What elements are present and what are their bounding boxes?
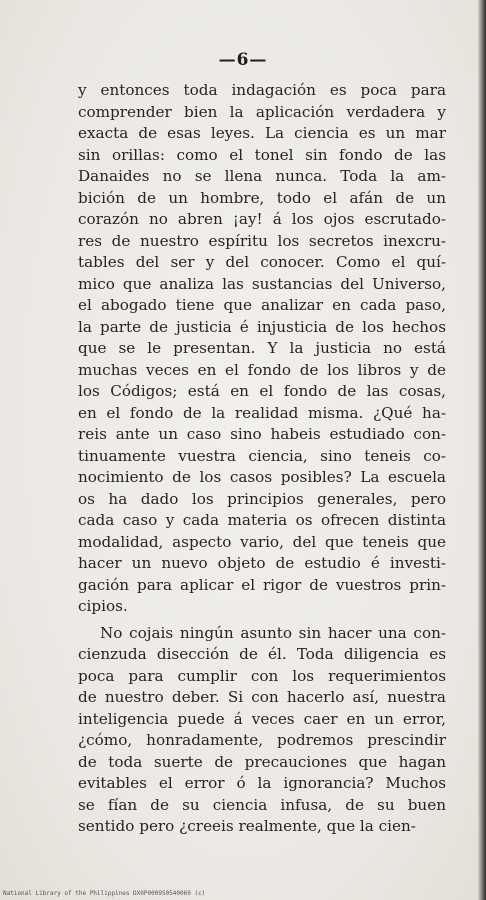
text-line: que se le presentan. Y la justicia no está <box>78 339 446 357</box>
text-line: sentido pero ¿creeis realmente, que la cien- <box>78 817 416 835</box>
text-line: el abogado tiene que analizar en cada paso, <box>78 296 446 314</box>
text-line: hacer un nuevo objeto de estudio é investi- <box>78 554 446 572</box>
text-line: evitables el error ó la ignorancia? Muchos <box>78 774 446 792</box>
text-line: mico que analiza las sustancias del Universo, <box>78 274 446 293</box>
text-line: tables del ser y del conocer. Como el quí- <box>78 253 446 271</box>
text-line: comprender bien la aplicación verdadera y <box>78 102 446 121</box>
text-line: bición de un hombre, todo el afán de un <box>78 188 446 207</box>
text-line: cienzuda disección de él. Toda diligencia es <box>78 645 446 663</box>
text-line: nocimiento de los casos posibles? La escuela <box>78 468 446 486</box>
text-line: de toda suerte de precauciones que hagan <box>78 752 446 771</box>
page-number: —6— <box>218 50 268 70</box>
text-line: No cojais ningún asunto sin hacer una con- <box>100 623 446 642</box>
text-line: poca para cumplir con los requerimientos <box>78 666 446 685</box>
text-line: modalidad, aspecto vario, del que teneis que <box>78 532 446 551</box>
text-line: reis ante un caso sino habeis estudiado con- <box>78 425 446 443</box>
text-line: los Códigos; está en el fondo de las cosas, <box>78 382 446 400</box>
text-line: en el fondo de la realidad misma. ¿Qué ha- <box>78 403 446 422</box>
text-line: se fían de su ciencia infusa, de su buen <box>78 795 446 814</box>
text-line: os ha dado los principios generales, pero <box>78 489 446 508</box>
text-line: corazón no abren ¡ay! á los ojos escrutado- <box>78 210 446 228</box>
text-line: ¿cómo, honradamente, podremos prescindir <box>78 731 446 749</box>
body-text <box>78 80 446 838</box>
text-line: muchas veces en el fondo de los libros y de <box>78 360 446 379</box>
library-footer: National Library of the Philippines DX0P000950540069 (c) <box>3 890 206 897</box>
text-line: y entonces toda indagación es poca para <box>78 81 446 99</box>
text-line: inteligencia puede á veces caer en un error, <box>78 709 446 728</box>
text-line: exacta de esas leyes. La ciencia es un mar <box>78 124 446 142</box>
text-line: cipios. <box>78 597 128 615</box>
text-line: de nuestro deber. Si con hacerlo así, nuestra <box>78 688 446 706</box>
text-line: cada caso y cada materia os ofrecen distinta <box>78 511 446 529</box>
page-edge-shadow <box>478 0 486 900</box>
text-line: tinuamente vuestra ciencia, sino teneis co- <box>78 446 446 465</box>
text-line: sin orillas: como el tonel sin fondo de las <box>78 145 446 164</box>
text-line: gación para aplicar el rigor de vuestros prin- <box>78 575 446 594</box>
text-line: Danaides no se llena nunca. Toda la am- <box>78 167 446 185</box>
text-line: res de nuestro espíritu los secretos inexcru- <box>78 231 446 250</box>
text-line: la parte de justicia é injusticia de los hechos <box>78 317 446 336</box>
